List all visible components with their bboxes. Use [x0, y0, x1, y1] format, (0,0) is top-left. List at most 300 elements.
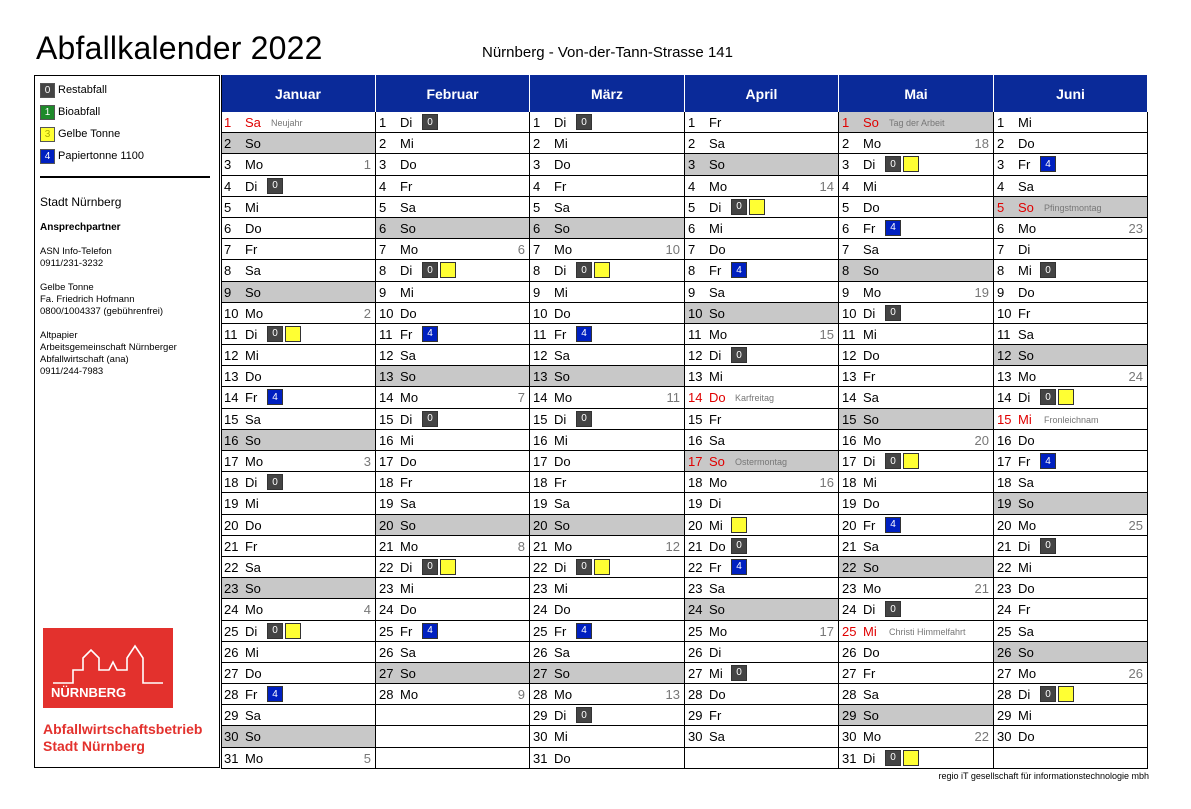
weekday-name: So: [709, 602, 725, 618]
weekday-name: Sa: [709, 581, 725, 597]
day-number: 20: [224, 517, 239, 533]
weekday-name: So: [1018, 199, 1034, 215]
weekday-name: Fr: [863, 369, 876, 385]
day-number: 8: [842, 263, 850, 279]
weekday-name: Mi: [554, 136, 568, 152]
day-cell: [685, 472, 839, 493]
day-number: 12: [688, 348, 703, 364]
day-number: 12: [842, 348, 857, 364]
day-number: 17: [842, 454, 857, 469]
day-number: 13: [997, 369, 1012, 385]
weekday-name: Fr: [863, 517, 876, 533]
day-cell: [685, 366, 839, 387]
day-number: 11: [997, 326, 1011, 342]
day-number: 19: [688, 496, 703, 512]
weekday-name: Mi: [245, 496, 259, 512]
weekday-name: Do: [400, 454, 417, 469]
restabfall-marker: 0: [885, 601, 901, 617]
day-cell: [530, 472, 685, 493]
weekday-name: Fr: [1018, 305, 1031, 321]
day-cell: [221, 345, 376, 366]
day-number: 20: [688, 517, 703, 533]
day-number: 28: [688, 687, 703, 703]
weekday-name: Di: [554, 115, 567, 130]
pickup-markers: [731, 199, 765, 215]
logo-text: NÜRNBERG: [51, 685, 127, 700]
restabfall-marker: 0: [731, 538, 747, 554]
day-number: 18: [842, 475, 857, 491]
papiertonne-marker: 4: [422, 623, 438, 639]
day-cell: [839, 239, 994, 260]
weekday-name: Fr: [554, 475, 567, 491]
week-number: 11: [666, 390, 680, 406]
gelbe-tonne-marker: [903, 750, 919, 766]
day-number: 21: [842, 538, 857, 554]
day-cell: [839, 705, 994, 726]
day-cell: [530, 154, 685, 175]
weekday-name: So: [709, 157, 725, 173]
day-number: 11: [842, 326, 856, 342]
weekday-name: Sa: [245, 115, 261, 130]
day-cell: [376, 642, 530, 663]
day-number: 9: [688, 284, 696, 300]
day-cell: [376, 493, 530, 514]
weekday-name: Mo: [1018, 517, 1037, 533]
day-number: 25: [224, 623, 239, 639]
papiertonne-marker: 4: [576, 623, 592, 639]
day-number: 4: [997, 178, 1005, 194]
day-cell: [685, 430, 839, 451]
weekday-name: Do: [554, 602, 571, 618]
day-cell: [221, 599, 376, 620]
day-number: 6: [533, 220, 541, 236]
pickup-markers: [885, 517, 901, 533]
contact-line: ASN Info-Telefon: [40, 246, 112, 257]
day-cell: [530, 176, 685, 197]
day-cell: [221, 133, 376, 154]
month-header: Februar: [376, 75, 530, 112]
day-cell: [530, 599, 685, 620]
weekday-name: Mo: [245, 602, 264, 618]
day-number: 18: [224, 475, 239, 491]
weekday-name: Fr: [1018, 454, 1031, 469]
weekday-name: Sa: [554, 496, 570, 512]
weekday-name: Mi: [1018, 411, 1032, 427]
weekday-name: Mi: [554, 581, 568, 597]
day-number: 7: [842, 242, 850, 258]
day-number: 25: [842, 623, 857, 639]
day-cell: [376, 197, 530, 218]
day-number: 27: [997, 665, 1012, 681]
weekday-name: Fr: [245, 390, 258, 406]
day-number: 16: [379, 432, 394, 448]
day-number: 17: [224, 454, 239, 469]
pickup-markers: [576, 114, 592, 130]
pickup-markers: [576, 707, 592, 723]
day-number: 29: [224, 708, 239, 724]
weekday-name: Sa: [245, 411, 261, 427]
week-number: 16: [819, 475, 834, 491]
weekday-name: Sa: [245, 263, 261, 279]
week-number: 3: [363, 454, 371, 469]
weekday-name: Sa: [863, 390, 879, 406]
restabfall-marker: 0: [267, 326, 283, 342]
day-cell: [994, 430, 1148, 451]
weekday-name: Mi: [245, 199, 259, 215]
weekday-name: Do: [709, 538, 726, 554]
weekday-name: Fr: [554, 326, 567, 342]
day-number: 22: [688, 559, 703, 575]
day-number: 27: [379, 665, 394, 681]
day-cell: [839, 663, 994, 684]
day-cell: [994, 387, 1148, 408]
day-cell: [839, 726, 994, 747]
day-number: 27: [224, 665, 239, 681]
day-number: 2: [997, 136, 1005, 152]
restabfall-marker: 0: [885, 453, 901, 469]
day-number: 1: [379, 115, 387, 130]
day-cell: [839, 430, 994, 451]
day-number: 9: [533, 284, 541, 300]
day-cell: [839, 176, 994, 197]
day-cell: [839, 578, 994, 599]
logo-caption: [43, 721, 202, 755]
pickup-markers: [1040, 538, 1056, 554]
day-number: 8: [224, 263, 232, 279]
papiertonne-marker: 4: [267, 686, 283, 702]
day-cell: [685, 451, 839, 472]
week-number: 13: [665, 687, 680, 703]
day-cell: [530, 324, 685, 345]
week-number: 22: [974, 729, 989, 745]
day-number: 10: [688, 305, 703, 321]
day-number: 3: [688, 157, 696, 173]
weekday-name: Do: [400, 602, 417, 618]
day-cell: [839, 621, 994, 642]
papiertonne-marker: 4: [422, 326, 438, 342]
weekday-name: Mi: [709, 517, 723, 533]
day-cell: [685, 536, 839, 557]
day-number: 23: [842, 581, 857, 597]
pickup-markers: [422, 326, 438, 342]
day-number: 26: [224, 644, 239, 660]
day-cell: [685, 684, 839, 705]
legend-swatch: 4: [40, 149, 55, 164]
week-number: 9: [517, 687, 525, 703]
day-number: 17: [379, 454, 394, 469]
day-cell: [994, 748, 1148, 769]
pickup-markers: [885, 601, 901, 617]
day-cell: [530, 239, 685, 260]
weekday-name: Di: [245, 178, 258, 194]
day-number: 13: [224, 369, 239, 385]
contact-line: 0911/231-3232: [40, 258, 104, 269]
day-number: 20: [997, 517, 1012, 533]
day-number: 13: [842, 369, 857, 385]
day-number: 12: [379, 348, 394, 364]
day-cell: [839, 409, 994, 430]
day-cell: [530, 726, 685, 747]
weekday-name: So: [245, 284, 261, 300]
restabfall-marker: 0: [1040, 262, 1056, 278]
day-cell: [839, 642, 994, 663]
weekday-name: So: [400, 369, 416, 385]
day-number: 10: [533, 305, 548, 321]
restabfall-marker: 0: [1040, 686, 1056, 702]
day-number: 19: [533, 496, 548, 512]
day-number: 30: [533, 729, 548, 745]
day-number: 29: [688, 708, 703, 724]
weekday-name: Sa: [400, 348, 416, 364]
day-cell: [221, 726, 376, 747]
weekday-name: Sa: [863, 687, 879, 703]
day-number: 19: [379, 496, 394, 512]
day-number: 1: [688, 115, 696, 130]
day-cell: [376, 684, 530, 705]
day-cell: [530, 260, 685, 281]
weekday-name: Do: [1018, 136, 1035, 152]
day-cell: [839, 451, 994, 472]
weekday-name: Fr: [1018, 157, 1031, 173]
weekday-name: So: [863, 559, 879, 575]
weekday-name: Di: [863, 305, 876, 321]
legend-item-papier: [40, 148, 144, 164]
day-cell: [994, 218, 1148, 239]
day-number: 17: [533, 454, 548, 469]
day-number: 15: [533, 411, 548, 427]
day-number: 25: [379, 623, 394, 639]
day-number: 24: [997, 602, 1012, 618]
week-number: 4: [363, 602, 371, 618]
day-cell: [994, 621, 1148, 642]
weekday-name: So: [245, 136, 261, 152]
city-name: Stadt Nürnberg: [40, 195, 122, 209]
weekday-name: Mi: [245, 348, 259, 364]
contact-line: Altpapier: [40, 330, 78, 341]
weekday-name: Do: [1018, 729, 1035, 745]
day-cell: [221, 557, 376, 578]
weekday-name: Fr: [400, 178, 413, 194]
weekday-name: Di: [554, 708, 567, 724]
day-cell: [839, 472, 994, 493]
pickup-markers: [1040, 262, 1056, 278]
day-number: 7: [688, 242, 696, 258]
day-cell: [530, 451, 685, 472]
day-cell: [839, 282, 994, 303]
day-cell: [994, 536, 1148, 557]
week-number: 6: [517, 242, 525, 258]
weekday-name: Mo: [1018, 220, 1037, 236]
week-number: 7: [517, 390, 525, 406]
day-number: 21: [224, 538, 239, 554]
weekday-name: So: [400, 517, 416, 533]
pickup-markers: [1040, 686, 1074, 702]
weekday-name: So: [1018, 644, 1034, 660]
day-cell: [685, 409, 839, 430]
weekday-name: So: [554, 369, 570, 385]
weekday-name: Do: [554, 750, 571, 766]
month-header: April: [685, 75, 839, 112]
weekday-name: Mo: [863, 432, 882, 448]
pickup-markers: [576, 623, 592, 639]
day-cell: [530, 345, 685, 366]
day-cell: [685, 112, 839, 133]
day-cell: [839, 536, 994, 557]
weekday-name: Fr: [400, 623, 413, 639]
day-number: 28: [997, 687, 1012, 703]
weekday-name: Di: [709, 199, 722, 215]
contact-line: Abfallwirtschaft (ana): [40, 354, 129, 365]
day-cell: [530, 197, 685, 218]
day-cell: [994, 493, 1148, 514]
month-column: [839, 75, 994, 769]
weekday-name: Do: [709, 242, 726, 258]
day-cell: [530, 515, 685, 536]
pickup-markers: [267, 686, 283, 702]
day-number: 3: [842, 157, 850, 173]
weekday-name: Di: [400, 115, 413, 130]
day-number: 15: [997, 411, 1012, 427]
weekday-name: Sa: [709, 136, 725, 152]
weekday-name: Do: [400, 305, 417, 321]
restabfall-marker: 0: [885, 750, 901, 766]
day-number: 27: [842, 665, 857, 681]
day-cell: [994, 599, 1148, 620]
day-number: 12: [533, 348, 548, 364]
day-number: 12: [997, 348, 1012, 364]
day-number: 22: [379, 559, 394, 575]
pickup-markers: [267, 389, 283, 405]
day-number: 9: [224, 284, 232, 300]
month-column: [994, 75, 1148, 769]
weekday-name: Fr: [554, 623, 567, 639]
weekday-name: So: [400, 665, 416, 681]
weekday-name: Di: [400, 263, 413, 279]
day-number: 21: [533, 538, 548, 554]
pickup-markers: [885, 305, 901, 321]
restabfall-marker: 0: [731, 347, 747, 363]
pickup-markers: [731, 517, 747, 533]
weekday-name: Fr: [245, 687, 258, 703]
weekday-name: Mi: [1018, 115, 1032, 130]
week-number: 26: [1128, 665, 1143, 681]
weekday-name: Di: [863, 454, 876, 469]
day-cell: [376, 345, 530, 366]
weekday-name: Mi: [863, 475, 877, 491]
gelbe-tonne-marker: [440, 262, 456, 278]
day-number: 27: [688, 665, 703, 681]
day-cell: [376, 218, 530, 239]
day-number: 6: [224, 220, 232, 236]
pickup-markers: [576, 262, 610, 278]
day-cell: [839, 154, 994, 175]
day-cell: [994, 133, 1148, 154]
day-cell: [376, 409, 530, 430]
day-number: 10: [224, 305, 239, 321]
day-number: 14: [997, 390, 1012, 406]
day-number: 25: [997, 623, 1012, 639]
week-number: 21: [974, 581, 989, 597]
day-cell: [221, 176, 376, 197]
weekday-name: Do: [554, 157, 571, 173]
day-number: 10: [997, 305, 1012, 321]
day-cell: [221, 536, 376, 557]
weekday-name: Do: [863, 199, 880, 215]
page-title: Abfallkalender 2022: [36, 30, 323, 66]
day-number: 7: [997, 242, 1005, 258]
pickup-markers: [1040, 453, 1056, 469]
day-cell: [839, 515, 994, 536]
restabfall-marker: 0: [422, 114, 438, 130]
weekday-name: Di: [400, 411, 413, 427]
day-cell: [376, 515, 530, 536]
contact-line: Fa. Friedrich Hofmann: [40, 294, 135, 305]
weekday-name: So: [1018, 348, 1034, 364]
city-logo: [43, 628, 173, 708]
day-cell: [376, 663, 530, 684]
day-cell: [839, 599, 994, 620]
day-cell: [530, 493, 685, 514]
day-cell: [685, 621, 839, 642]
day-number: 30: [688, 729, 703, 745]
day-number: 26: [842, 644, 857, 660]
weekday-name: Sa: [1018, 623, 1034, 639]
day-cell: [221, 472, 376, 493]
weekday-name: Do: [554, 305, 571, 321]
pickup-markers: [731, 538, 747, 554]
day-number: 23: [224, 581, 239, 597]
weekday-name: Mi: [400, 284, 414, 300]
day-cell: [530, 430, 685, 451]
papiertonne-marker: 4: [1040, 156, 1056, 172]
day-cell: [530, 303, 685, 324]
day-number: 20: [533, 517, 548, 533]
week-number: 1: [363, 157, 371, 173]
weekday-name: Mi: [709, 369, 723, 385]
day-cell: [221, 705, 376, 726]
day-number: 26: [533, 644, 548, 660]
contact-line: Arbeitsgemeinschaft Nürnberger: [40, 342, 177, 353]
pickup-markers: [576, 326, 592, 342]
weekday-name: Mo: [554, 538, 573, 554]
day-number: 25: [688, 623, 703, 639]
day-number: 23: [379, 581, 394, 597]
day-cell: [530, 705, 685, 726]
day-number: 18: [533, 475, 548, 491]
day-cell: [839, 112, 994, 133]
day-number: 20: [379, 517, 394, 533]
papiertonne-marker: 4: [267, 389, 283, 405]
weekday-name: Mo: [400, 538, 419, 554]
papiertonne-marker: 4: [731, 262, 747, 278]
weekday-name: Fr: [709, 263, 722, 279]
day-number: 31: [224, 750, 239, 766]
pickup-markers: [731, 665, 747, 681]
sidebar-divider: [40, 176, 210, 178]
day-number: 3: [224, 157, 232, 173]
day-cell: [221, 430, 376, 451]
gelbe-tonne-marker: [440, 559, 456, 575]
day-number: 11: [688, 326, 702, 342]
day-number: 6: [688, 220, 696, 236]
pickup-markers: [267, 623, 301, 639]
day-number: 21: [379, 538, 394, 554]
pickup-markers: [267, 178, 283, 194]
weekday-name: Mo: [245, 454, 264, 469]
weekday-name: Mi: [709, 665, 723, 681]
day-number: 26: [379, 644, 394, 660]
day-cell: [994, 366, 1148, 387]
